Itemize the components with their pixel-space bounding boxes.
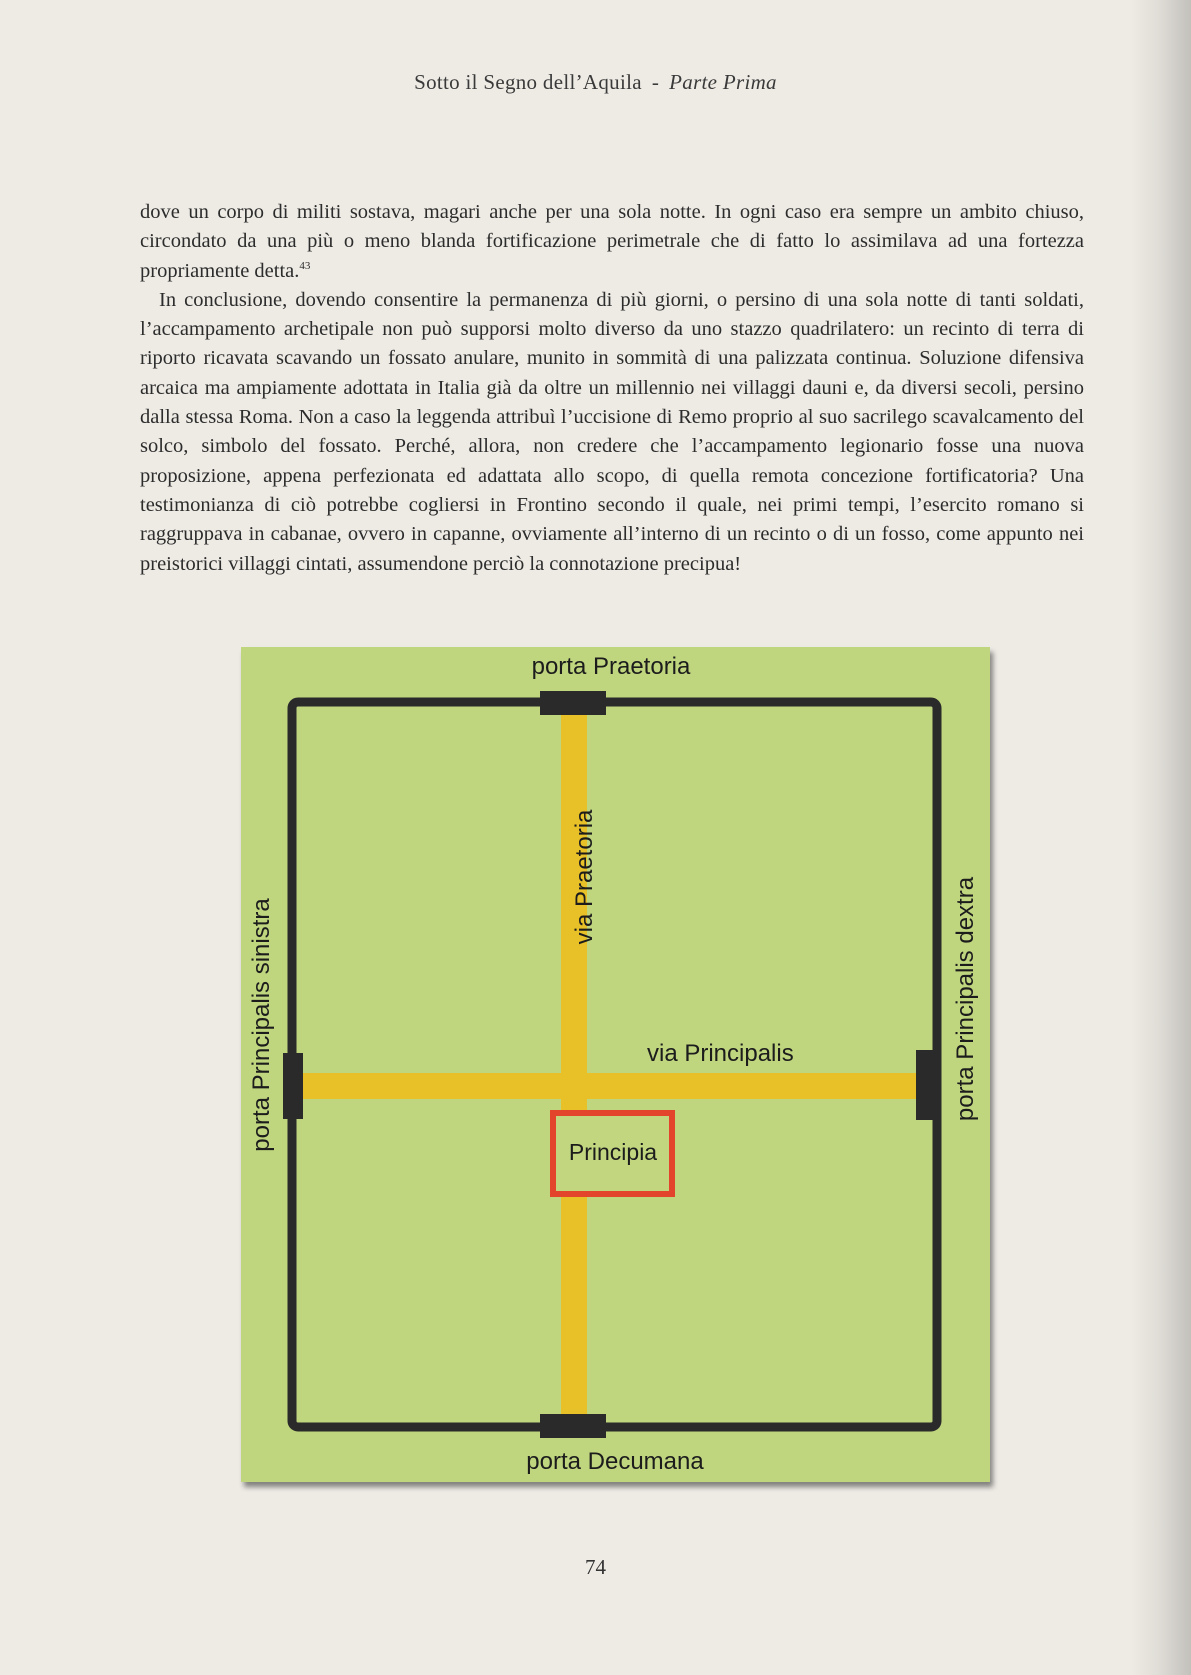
paragraph-1-text: dove un corpo di militi sostava, magari anche per una sola notte. In ogni caso era sempre un ambito chiuso, circondato da una più o meno blanda fortificazione perimetrale che di fatto lo assimilava ad una fortezza propriamente detta.: [140, 201, 1084, 282]
via-principalis-road: [289, 1073, 937, 1099]
label-principia: Principia: [568, 1139, 658, 1166]
paragraph-1: [140, 198, 1084, 286]
label-porta-praetoria: porta Praetoria: [531, 653, 691, 680]
paragraph-2: In conclusione, dovendo consentire la permanenza di più giorni, o persino di una sola notte di tanti soldati, l’accampamento archetipale non può supporsi molto diverso da uno stazzo quadrilatero: un recinto di terra di riporto ricavata scavando un fossato anulare, munito in sommità di una palizzata continua. Soluzione difensiva arcaica ma ampiamente adottata in Italia già da oltre un millennio nei villaggi dauni e, da diversi secoli, persino dalla stessa Roma. Non a caso la leggenda attribuì l’uccisione di Remo proprio al suo sacrilego scavalcamento del solco, simbolo del fossato. Perché, allora, non credere che l’accampamento legionario fosse una nuova proposizione, appena perfezionata ed adattata allo scopo, di quella remota concezione fortificatoria? Una testimonianza di ciò potrebbe cogliersi in Frontino secondo il quale, nei primi tempi, l’esercito romano si raggruppava in cabanae, ovvero in capanne, ovviamente all’interno di un recinto o di un fosso, come appunto nei preistorici villaggi cintati, assumendone perciò la connotazione precipua!: [140, 288, 1084, 575]
label-via-praetoria: via Praetoria: [571, 809, 598, 945]
page-number: 74: [585, 1555, 606, 1579]
label-via-principalis: via Principalis: [647, 1040, 794, 1067]
camp-diagram-svg: [241, 647, 990, 1482]
via-praetoria-road: [561, 699, 587, 1424]
gate-praetoria: [540, 691, 606, 715]
label-porta-decumana: porta Decumana: [526, 1448, 704, 1475]
page-edge-shadow: [1131, 0, 1191, 1675]
running-header: [0, 70, 1191, 95]
footnote-ref: 43: [299, 259, 311, 272]
camp-diagram: [241, 647, 990, 1482]
header-separator: -: [651, 70, 660, 94]
label-porta-principalis-sinistra: porta Principalis sinistra: [248, 898, 275, 1152]
gate-decumana: [540, 1414, 606, 1438]
camp-perimeter-wall: [292, 702, 937, 1427]
gate-principalis-dextra: [916, 1050, 936, 1120]
header-title: Sotto il Segno dell’Aquila: [414, 70, 642, 94]
gate-principalis-sinistra: [283, 1053, 303, 1119]
body-text: [140, 198, 1084, 579]
header-part: Parte Prima: [669, 70, 777, 94]
label-porta-principalis-dextra: porta Principalis dextra: [952, 876, 979, 1122]
